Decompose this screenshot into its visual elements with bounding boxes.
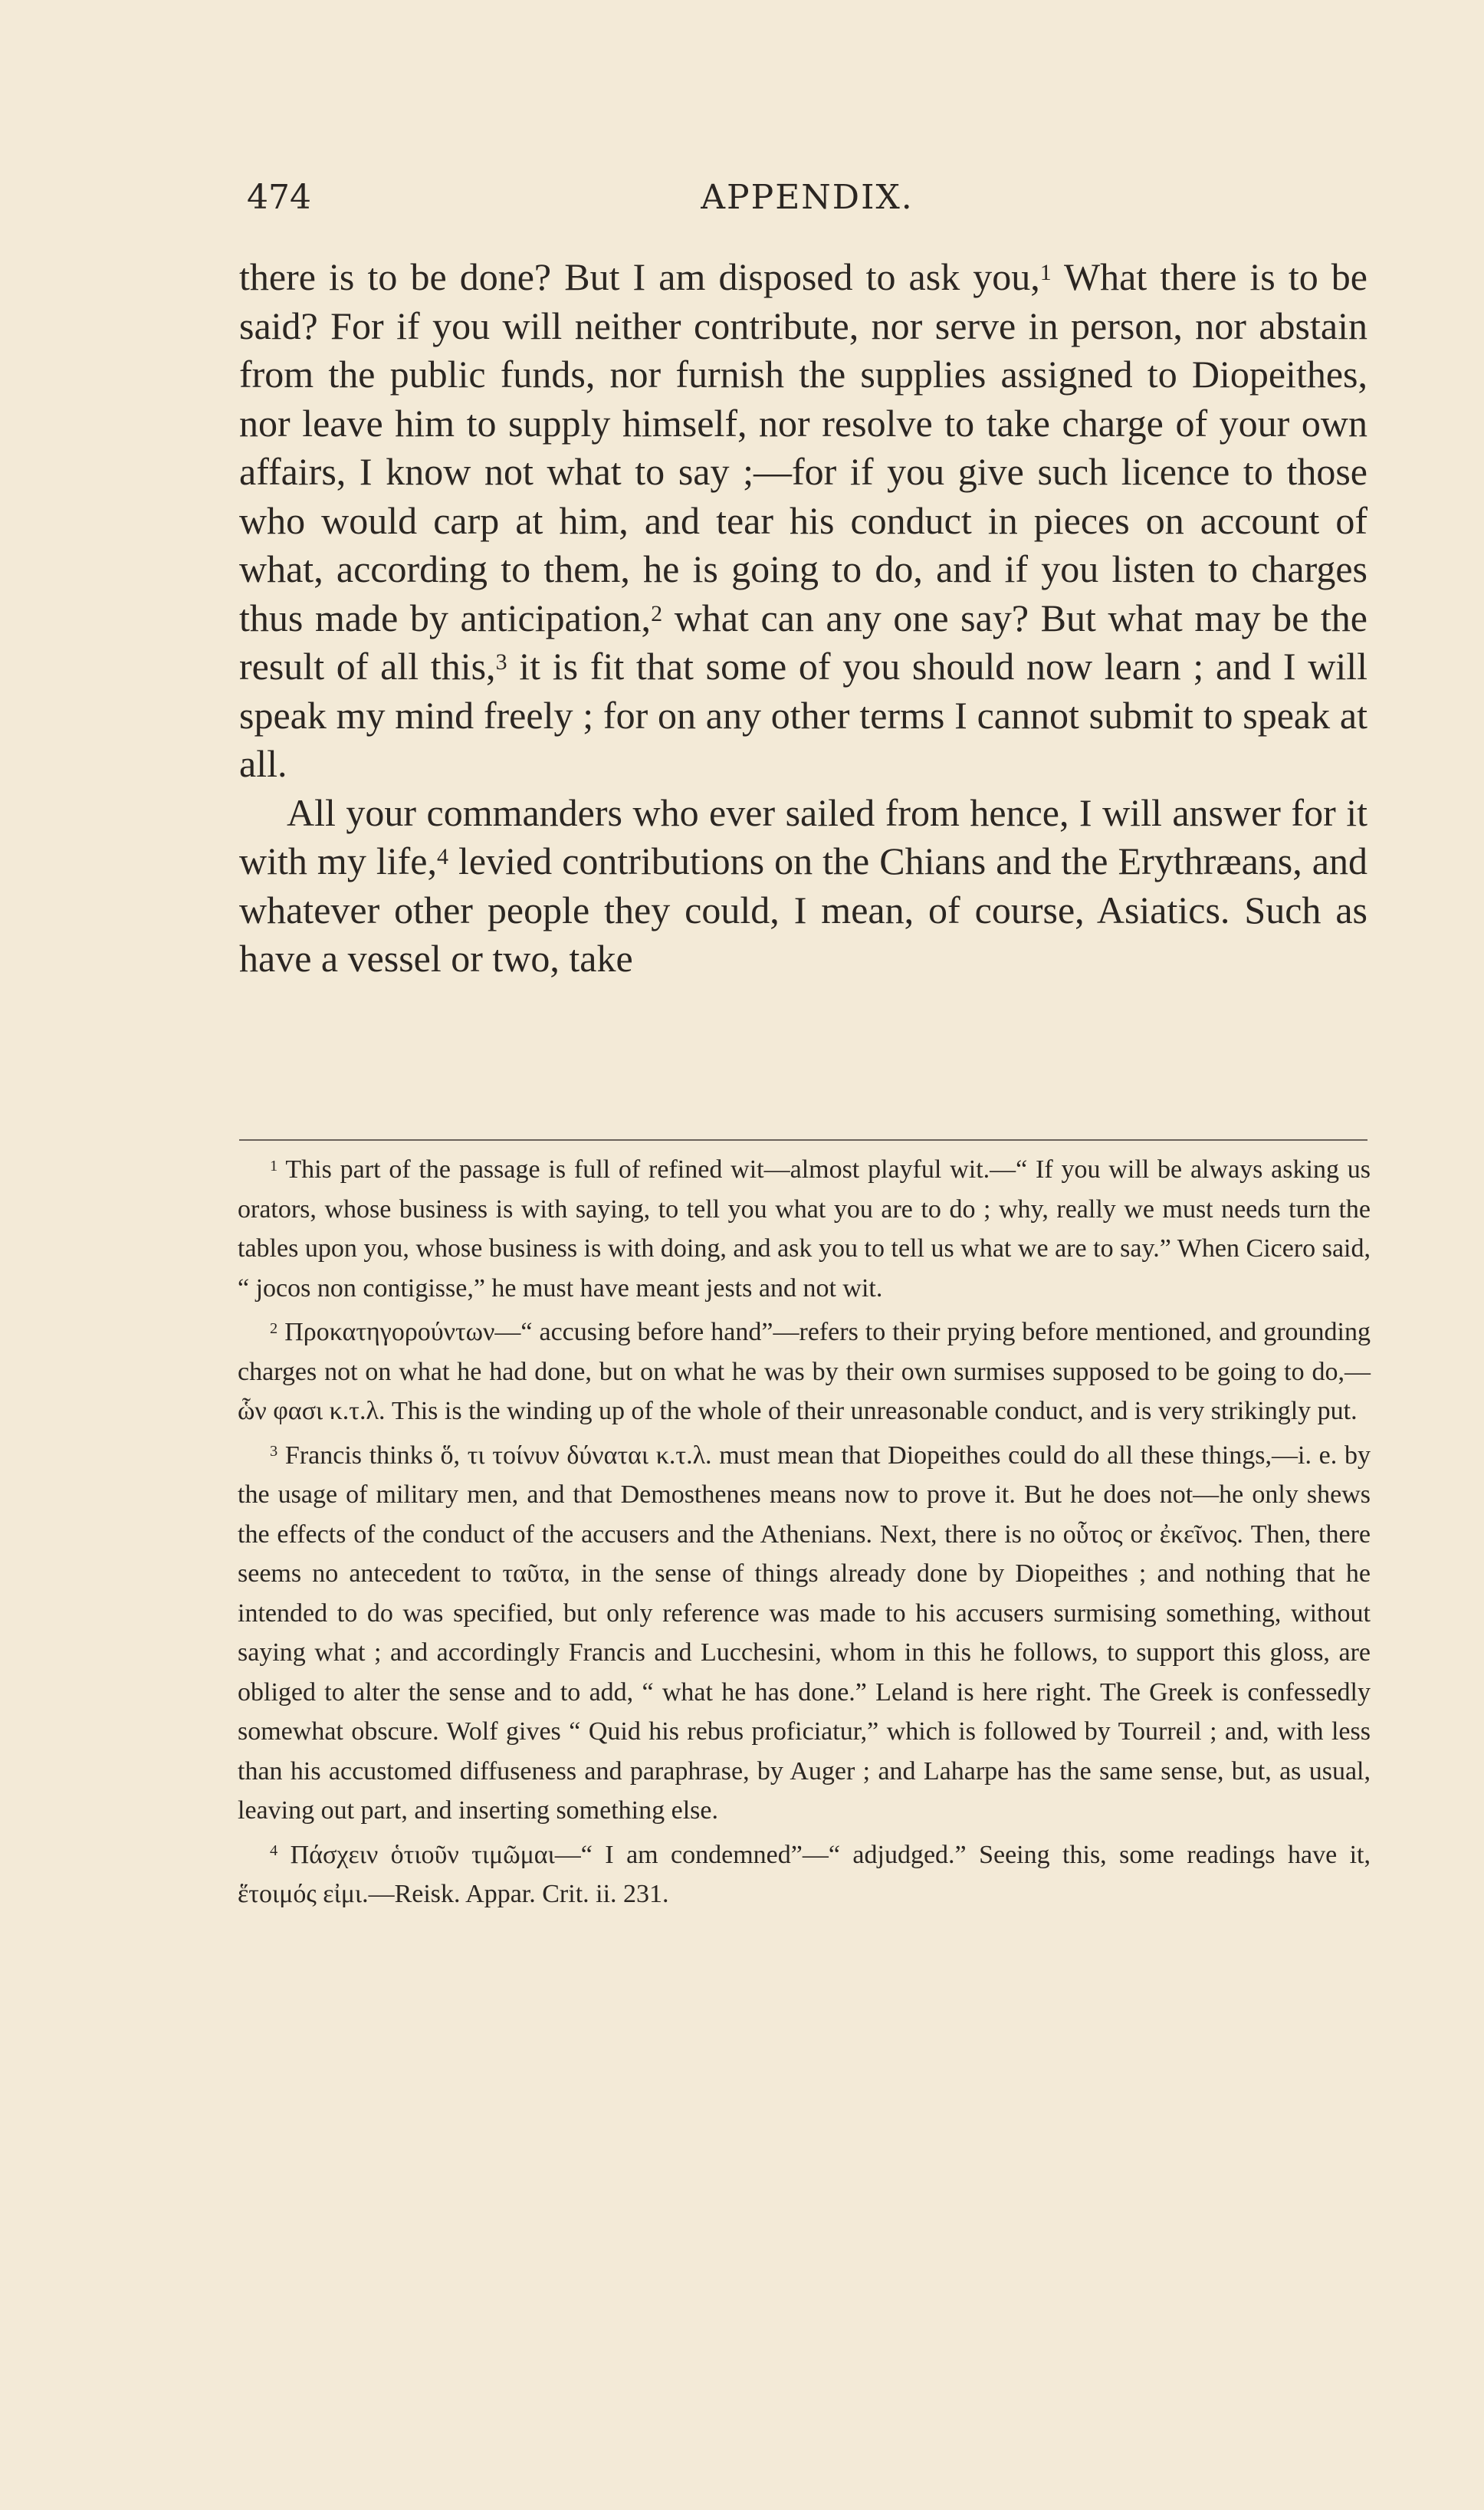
footnote xyxy=(238,1150,1371,1308)
footnote-rule xyxy=(239,1139,1367,1141)
footnote xyxy=(238,1436,1371,1831)
page-header xyxy=(247,178,1367,224)
text-run: What there is to be said? For if you will neither contribute, nor serve in person, nor abstain from the public funds, nor furnish the supplies assigned to Diopeithes, nor leave him to supply himself, nor resolve to take charge of your own affairs, I know not what to say ;—for if you give such licence to those who would carp at him, and tear his conduct in pieces on account of what, according to them, he is going to do, and if you listen to charges thus made by anticipation, xyxy=(239,255,1367,639)
main-text xyxy=(239,253,1367,984)
text-run: what can any one say? But what may be the result of all this, xyxy=(239,596,1367,688)
footnote-text: Πάσχειν ὁτιοῦν τιμῶμαι—“ I am condemned”—“ adjudged.” Seeing this, some readings have it, ἕτοιμός εἰμι.—Reisk. Appar. Crit. ii. 231. xyxy=(238,1840,1371,1908)
footnote xyxy=(238,1835,1371,1914)
footnote-marker: 2 xyxy=(651,600,663,626)
text-run: it is fit that some of you should now learn ; and I will speak my mind freely ; for on any other terms I cannot submit to speak at all. xyxy=(239,645,1368,785)
footnote-text: This part of the passage is full of refined wit—almost playful wit.—“ If you will be always asking us orators, whose business is with saying, to tell you what you are to do ; why, really we must needs turn the tables upon you, whose business is with doing, and ask you to tell us what we are to say.” When Cicero said, “ jocos non contigisse,” he must have meant jests and not wit. xyxy=(238,1155,1371,1303)
footnote-number: 3 xyxy=(270,1443,278,1460)
footnote-text: Προκατηγορούντων—“ accusing before hand”—refers to their prying before mentioned, and grounding charges not on what he had done, but on what he was by their own surmises supposed to be going to do,—ὧν φασι κ.τ.λ. This is the winding up of the whole of their unreasonable conduct, and is very strikingly put. xyxy=(238,1318,1371,1425)
paragraph xyxy=(239,253,1367,789)
running-head: APPENDIX. xyxy=(701,178,914,217)
text-run: there is to be done? But I am disposed to ask you, xyxy=(239,255,1040,298)
footnote-marker: 4 xyxy=(436,844,448,869)
page-number: 474 xyxy=(247,178,311,217)
footnote-number: 1 xyxy=(270,1157,278,1175)
paragraph xyxy=(239,789,1367,984)
text-run: All your commanders who ever sailed from hence, I will answer for it with my life, xyxy=(239,790,1367,882)
footnote xyxy=(238,1312,1371,1431)
text-run: levied contributions on the Chians and the Erythræans, and whatever other people they could, I mean, of course, Asiatics. Such as have a vessel or two, take xyxy=(239,839,1367,980)
footnote-marker: 3 xyxy=(495,649,507,675)
footnote-number: 4 xyxy=(270,1842,278,1860)
footnote-marker: 1 xyxy=(1039,260,1052,285)
footnotes xyxy=(238,1150,1371,1919)
footnote-text: Francis thinks ὅ, τι τοίνυν δύναται κ.τ.λ. must mean that Diopeithes could do all these things,—i. e. by the usage of military men, and that Demosthenes means now to prove it. But he does not—he only shews the effects of the conduct of the accusers and the Athenians. Next, there is no οὗτος or ἐκεῖνος. Then, there seems no antecedent to ταῦτα, in the sense of things already done by Diopeithes ; and nothing that he intended to do was specified, but only reference was made to his accusers surmising something, without saying what ; and accordingly Francis and Lucchesini, whom in this he follows, to support this gloss, are obliged to alter the sense and to add, “ what he has done.” Leland is here right. The Greek is confessedly somewhat obscure. Wolf gives “ Quid his rebus proficiatur,” which is followed by Tourreil ; and, with less than his accustomed diffuseness and paraphrase, by Auger ; and Laharpe has the same sense, but, as usual, leaving out part, and inserting something else. xyxy=(238,1441,1371,1825)
footnote-number: 2 xyxy=(270,1319,278,1337)
